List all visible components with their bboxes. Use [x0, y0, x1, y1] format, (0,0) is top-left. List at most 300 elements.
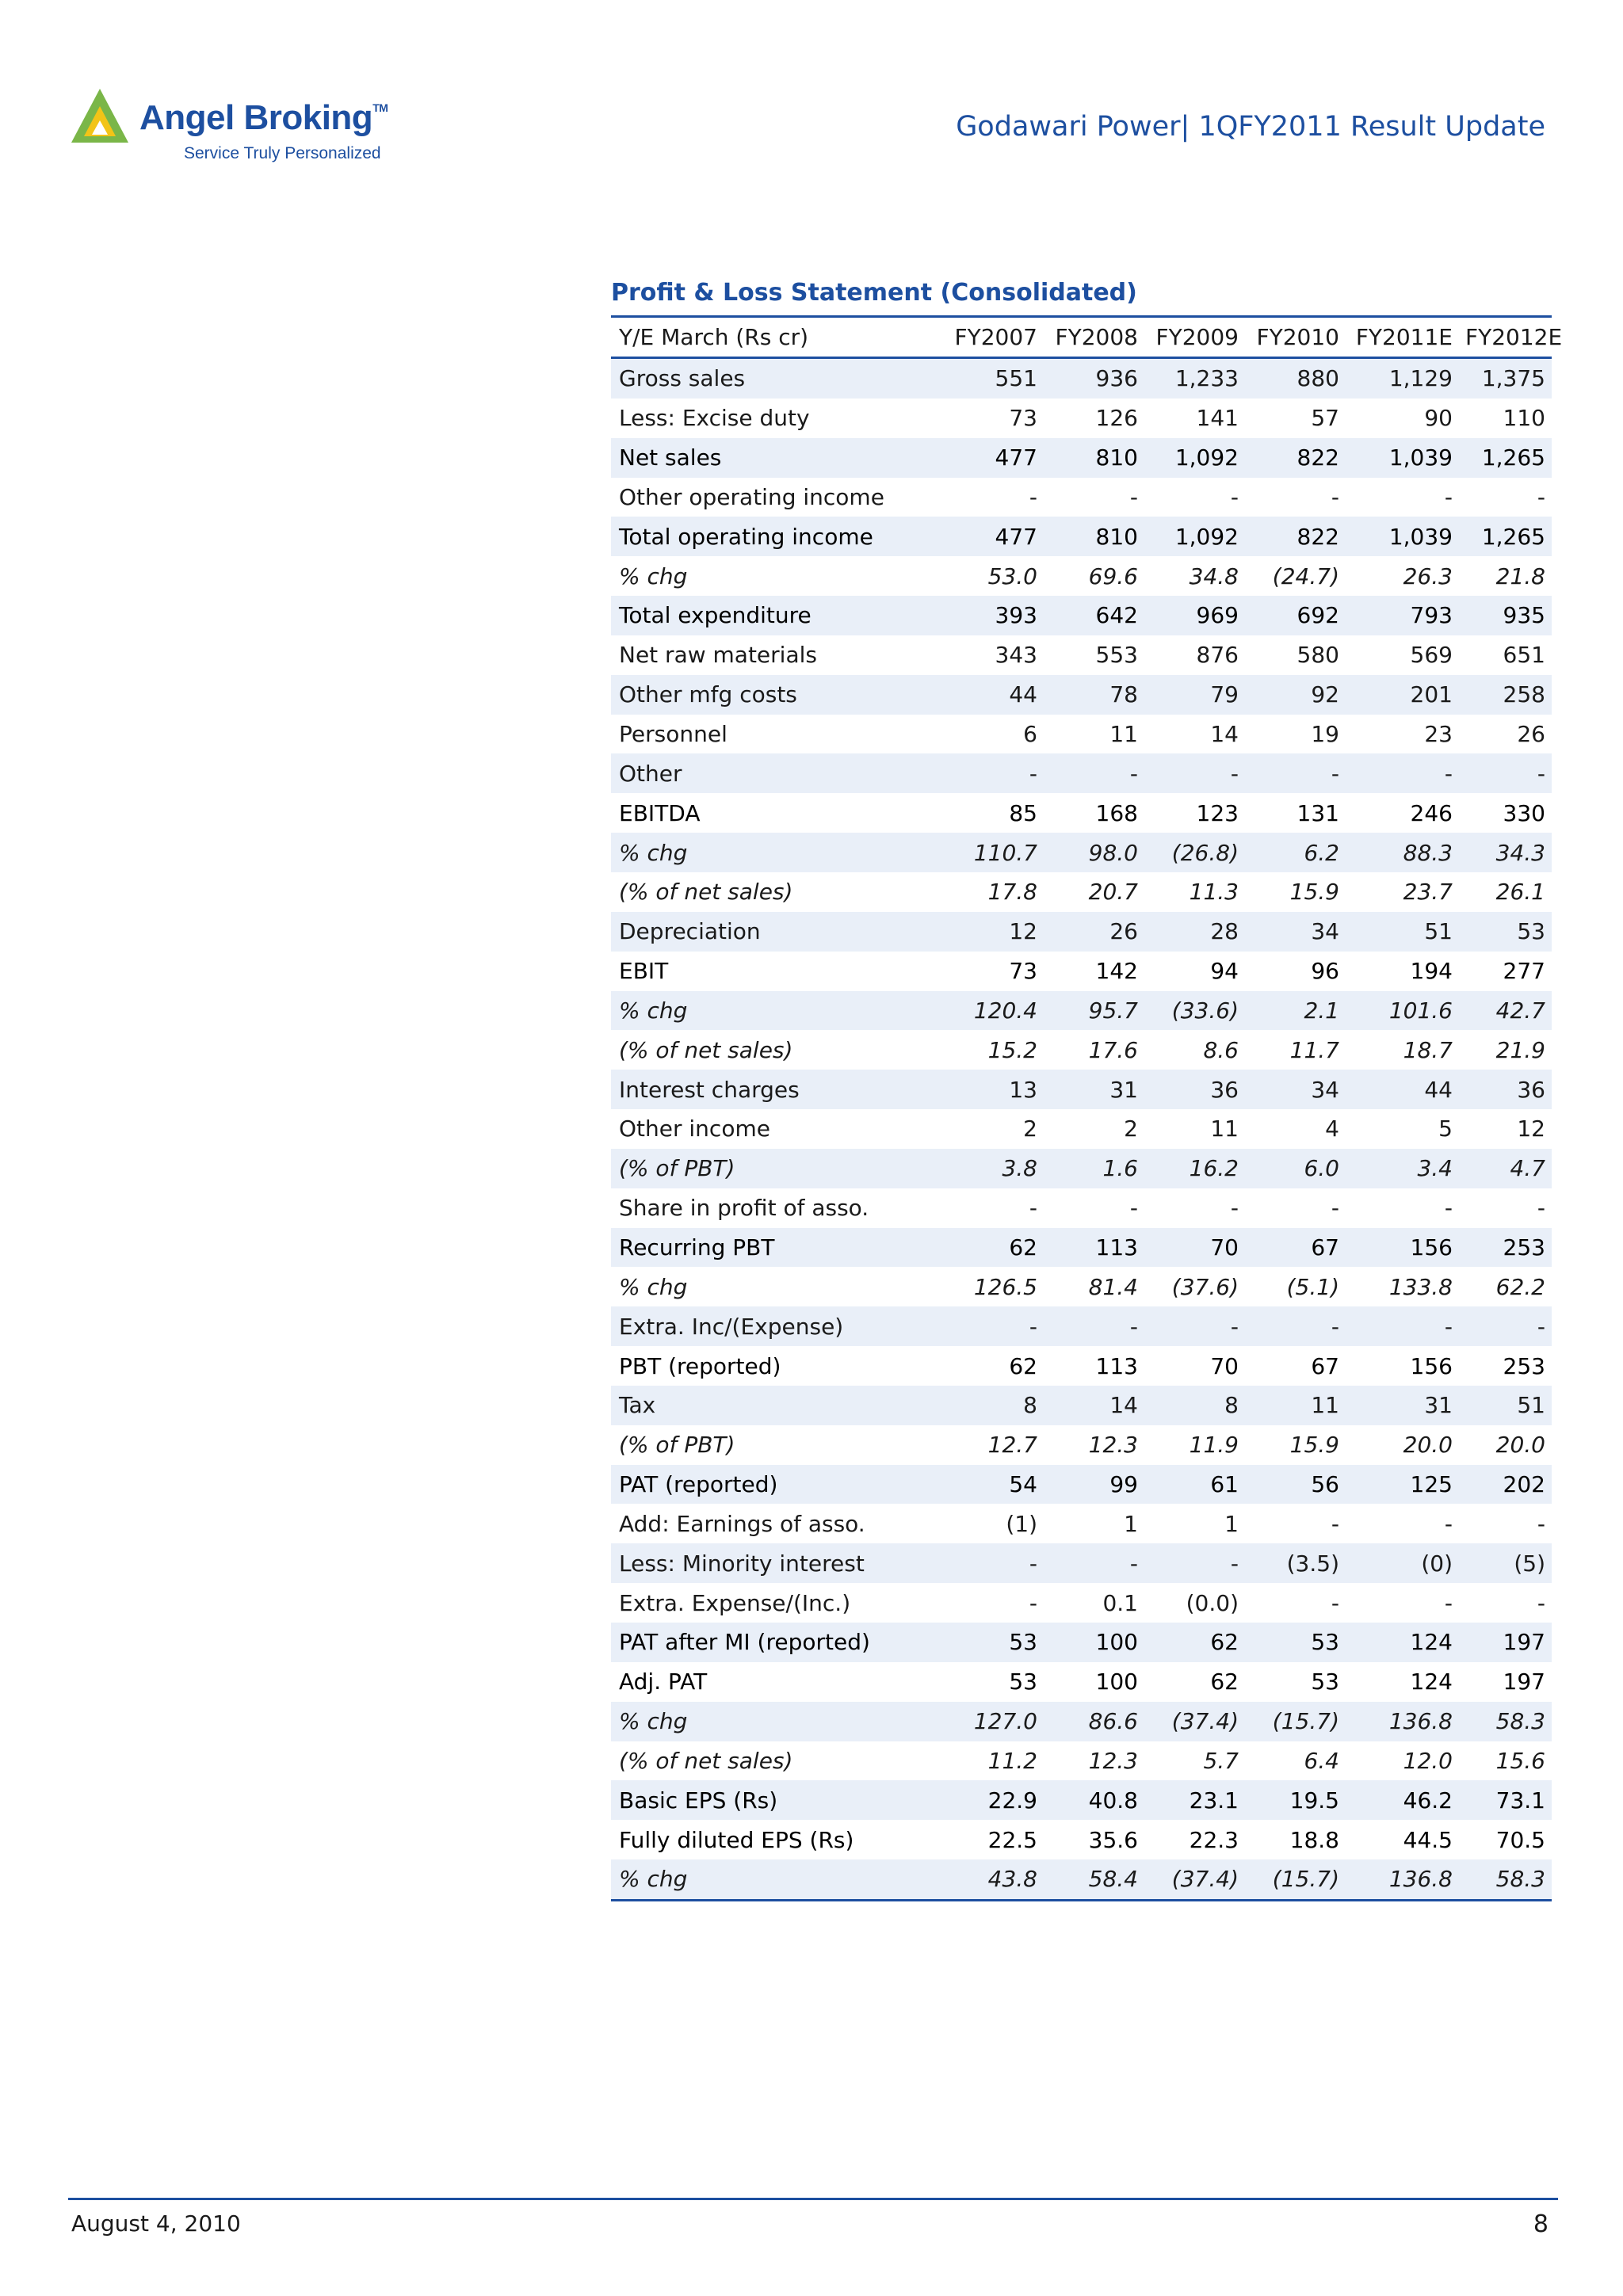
row-label: Total expenditure — [611, 596, 946, 635]
cell-value: 1,129 — [1346, 358, 1459, 399]
table-row — [611, 1504, 1552, 1543]
row-label: (% of net sales) — [611, 872, 946, 912]
cell-value: 6.4 — [1245, 1741, 1346, 1781]
cell-value: 26 — [1044, 912, 1144, 952]
cell-value: 12 — [1459, 1109, 1552, 1149]
row-label: EBITDA — [611, 793, 946, 833]
row-label: % chg — [611, 1267, 946, 1306]
row-label: Other mfg costs — [611, 675, 946, 715]
cell-value: 15.2 — [946, 1030, 1044, 1070]
cell-value: 822 — [1245, 517, 1346, 556]
cell-value: 0.1 — [1044, 1583, 1144, 1623]
cell-value: 194 — [1346, 952, 1459, 991]
cell-value: 6.0 — [1245, 1149, 1346, 1188]
cell-value: - — [1144, 1306, 1245, 1346]
cell-value: 120.4 — [946, 991, 1044, 1031]
cell-value: 15.9 — [1245, 1425, 1346, 1465]
cell-value: 2 — [1044, 1109, 1144, 1149]
cell-value: 62 — [946, 1346, 1044, 1386]
table-header-row — [611, 317, 1552, 358]
cell-value: - — [946, 1306, 1044, 1346]
cell-value: 477 — [946, 438, 1044, 478]
footer-divider — [68, 2198, 1558, 2200]
cell-value: 936 — [1044, 358, 1144, 399]
angel-broking-logo — [68, 82, 401, 177]
column-header-fy2011e: FY2011E — [1355, 324, 1453, 350]
table-row — [611, 438, 1552, 478]
column-header-fy2008: FY2008 — [1055, 324, 1138, 350]
column-header-fy2007: FY2007 — [954, 324, 1037, 350]
cell-value: 53 — [946, 1662, 1044, 1702]
cell-value: 46.2 — [1346, 1780, 1459, 1820]
cell-value: 23.7 — [1346, 872, 1459, 912]
cell-value: 131 — [1245, 793, 1346, 833]
cell-value: 11 — [1245, 1386, 1346, 1425]
cell-value: (15.7) — [1245, 1859, 1346, 1900]
cell-value: 569 — [1346, 635, 1459, 675]
cell-value: 44 — [1346, 1070, 1459, 1109]
cell-value: - — [1245, 478, 1346, 517]
table-row — [611, 872, 1552, 912]
cell-value: 330 — [1459, 793, 1552, 833]
cell-value: 14 — [1144, 715, 1245, 754]
table-row — [611, 1543, 1552, 1583]
cell-value: 126.5 — [946, 1267, 1044, 1306]
cell-value: - — [1245, 1306, 1346, 1346]
triangle-logo-icon — [68, 86, 132, 149]
table-row — [611, 1149, 1552, 1188]
cell-value: - — [1459, 1188, 1552, 1228]
page-number: 8 — [1533, 2210, 1549, 2238]
cell-value: (3.5) — [1245, 1543, 1346, 1583]
cell-value: (24.7) — [1245, 556, 1346, 596]
cell-value: 21.9 — [1459, 1030, 1552, 1070]
table-row — [611, 399, 1552, 438]
cell-value: 70 — [1144, 1228, 1245, 1268]
profit-loss-table — [611, 315, 1563, 1901]
cell-value: 98.0 — [1044, 833, 1144, 872]
cell-value: (33.6) — [1144, 991, 1245, 1031]
table-row — [611, 1702, 1552, 1741]
table-row — [611, 1623, 1552, 1662]
cell-value: 17.6 — [1044, 1030, 1144, 1070]
cell-value: (1) — [946, 1504, 1044, 1543]
cell-value: 822 — [1245, 438, 1346, 478]
cell-value: - — [1346, 753, 1459, 793]
cell-value: 70 — [1144, 1346, 1245, 1386]
row-label: Net sales — [611, 438, 946, 478]
cell-value: 1.6 — [1044, 1149, 1144, 1188]
cell-value: - — [946, 1543, 1044, 1583]
cell-value: 1,265 — [1459, 438, 1552, 478]
cell-value: 202 — [1459, 1465, 1552, 1505]
cell-value: (37.6) — [1144, 1267, 1245, 1306]
cell-value: 880 — [1245, 358, 1346, 399]
cell-value: 8 — [1144, 1386, 1245, 1425]
cell-value: 1,265 — [1459, 517, 1552, 556]
cell-value: 57 — [1245, 399, 1346, 438]
table-row — [611, 1228, 1552, 1268]
cell-value: 42.7 — [1459, 991, 1552, 1031]
cell-value: 53 — [1245, 1662, 1346, 1702]
cell-value: 8 — [946, 1386, 1044, 1425]
table-row — [611, 1386, 1552, 1425]
cell-value: 141 — [1144, 399, 1245, 438]
row-label: Depreciation — [611, 912, 946, 952]
cell-value: 11.7 — [1245, 1030, 1346, 1070]
cell-value: 277 — [1459, 952, 1552, 991]
cell-value: - — [1245, 1583, 1346, 1623]
cell-value: 53.0 — [946, 556, 1044, 596]
cell-value: 92 — [1245, 675, 1346, 715]
cell-value: - — [1346, 1188, 1459, 1228]
document-title: Godawari Power| 1QFY2011 Result Update — [956, 111, 1545, 143]
cell-value: 15.9 — [1245, 872, 1346, 912]
cell-value: 136.8 — [1346, 1702, 1459, 1741]
table-row — [611, 793, 1552, 833]
cell-value: 99 — [1044, 1465, 1144, 1505]
cell-value: 13 — [946, 1070, 1044, 1109]
cell-value: 20.7 — [1044, 872, 1144, 912]
cell-value: 258 — [1459, 675, 1552, 715]
cell-value: 26.3 — [1346, 556, 1459, 596]
cell-value: 124 — [1346, 1662, 1459, 1702]
cell-value: 1,039 — [1346, 517, 1459, 556]
table-row — [611, 517, 1552, 556]
cell-value: 28 — [1144, 912, 1245, 952]
cell-value: - — [946, 1583, 1044, 1623]
cell-value: 26.1 — [1459, 872, 1552, 912]
row-label: Add: Earnings of asso. — [611, 1504, 946, 1543]
cell-value: 34.3 — [1459, 833, 1552, 872]
cell-value: - — [1044, 1543, 1144, 1583]
cell-value: 1,233 — [1144, 358, 1245, 399]
cell-value: - — [1459, 1306, 1552, 1346]
table-row — [611, 833, 1552, 872]
cell-value: 19.5 — [1245, 1780, 1346, 1820]
cell-value: 343 — [946, 635, 1044, 675]
cell-value: 23.1 — [1144, 1780, 1245, 1820]
cell-value: 1,092 — [1144, 438, 1245, 478]
cell-value: 16.2 — [1144, 1149, 1245, 1188]
row-label: Interest charges — [611, 1070, 946, 1109]
cell-value: 793 — [1346, 596, 1459, 635]
table-row — [611, 1306, 1552, 1346]
table-row — [611, 1267, 1552, 1306]
row-label: (% of net sales) — [611, 1030, 946, 1070]
cell-value: 692 — [1245, 596, 1346, 635]
cell-value: 876 — [1144, 635, 1245, 675]
cell-value: - — [1459, 1583, 1552, 1623]
cell-value: 156 — [1346, 1346, 1459, 1386]
cell-value: 113 — [1044, 1346, 1144, 1386]
cell-value: 20.0 — [1346, 1425, 1459, 1465]
row-label: Fully diluted EPS (Rs) — [611, 1820, 946, 1859]
cell-value: 67 — [1245, 1346, 1346, 1386]
cell-value: 810 — [1044, 517, 1144, 556]
cell-value: 90 — [1346, 399, 1459, 438]
row-label: Basic EPS (Rs) — [611, 1780, 946, 1820]
cell-value: 12 — [946, 912, 1044, 952]
cell-value: 551 — [946, 358, 1044, 399]
row-label: Adj. PAT — [611, 1662, 946, 1702]
cell-value: 1,375 — [1459, 358, 1552, 399]
table-row — [611, 675, 1552, 715]
row-label: Gross sales — [611, 358, 946, 399]
row-label: % chg — [611, 833, 946, 872]
cell-value: 69.6 — [1044, 556, 1144, 596]
cell-value: - — [1044, 1188, 1144, 1228]
row-label: % chg — [611, 556, 946, 596]
cell-value: 53 — [946, 1623, 1044, 1662]
cell-value: 477 — [946, 517, 1044, 556]
cell-value: 78 — [1044, 675, 1144, 715]
cell-value: 553 — [1044, 635, 1144, 675]
cell-value: (37.4) — [1144, 1859, 1245, 1900]
cell-value: 127.0 — [946, 1702, 1044, 1741]
cell-value: 11 — [1144, 1109, 1245, 1149]
column-header-fy2010: FY2010 — [1256, 324, 1339, 350]
cell-value: 12.3 — [1044, 1425, 1144, 1465]
cell-value: - — [946, 478, 1044, 517]
row-label: Recurring PBT — [611, 1228, 946, 1268]
cell-value: 22.3 — [1144, 1820, 1245, 1859]
cell-value: 11.2 — [946, 1741, 1044, 1781]
cell-value: 642 — [1044, 596, 1144, 635]
cell-value: 100 — [1044, 1662, 1144, 1702]
cell-value: 53 — [1245, 1623, 1346, 1662]
cell-value: 56 — [1245, 1465, 1346, 1505]
cell-value: 651 — [1459, 635, 1552, 675]
cell-value: 22.5 — [946, 1820, 1044, 1859]
table-row — [611, 1741, 1552, 1781]
cell-value: 15.6 — [1459, 1741, 1552, 1781]
cell-value: 44.5 — [1346, 1820, 1459, 1859]
cell-value: 12.7 — [946, 1425, 1044, 1465]
table-row — [611, 358, 1552, 399]
table-row — [611, 1859, 1552, 1900]
cell-value: 142 — [1044, 952, 1144, 991]
table-row — [611, 715, 1552, 754]
cell-value: 253 — [1459, 1228, 1552, 1268]
table-row — [611, 952, 1552, 991]
cell-value: - — [1144, 478, 1245, 517]
table-row — [611, 912, 1552, 952]
cell-value: 1 — [1144, 1504, 1245, 1543]
cell-value: 18.8 — [1245, 1820, 1346, 1859]
cell-value: 44 — [946, 675, 1044, 715]
cell-value: 124 — [1346, 1623, 1459, 1662]
cell-value: 96 — [1245, 952, 1346, 991]
brand-name: Angel Broking™ — [139, 98, 388, 137]
cell-value: 100 — [1044, 1623, 1144, 1662]
row-label: PBT (reported) — [611, 1346, 946, 1386]
cell-value: 61 — [1144, 1465, 1245, 1505]
cell-value: 31 — [1346, 1386, 1459, 1425]
cell-value: 21.8 — [1459, 556, 1552, 596]
cell-value: 34 — [1245, 912, 1346, 952]
cell-value: 81.4 — [1044, 1267, 1144, 1306]
cell-value: 1 — [1044, 1504, 1144, 1543]
cell-value: 246 — [1346, 793, 1459, 833]
cell-value: 156 — [1346, 1228, 1459, 1268]
cell-value: 12.0 — [1346, 1741, 1459, 1781]
cell-value: 19 — [1245, 715, 1346, 754]
cell-value: 197 — [1459, 1623, 1552, 1662]
table-row — [611, 1188, 1552, 1228]
cell-value: 36 — [1459, 1070, 1552, 1109]
cell-value: - — [1144, 753, 1245, 793]
cell-value: (15.7) — [1245, 1702, 1346, 1741]
cell-value: 88.3 — [1346, 833, 1459, 872]
cell-value: 3.4 — [1346, 1149, 1459, 1188]
row-label: % chg — [611, 1859, 946, 1900]
cell-value: 54 — [946, 1465, 1044, 1505]
cell-value: 969 — [1144, 596, 1245, 635]
cell-value: (5) — [1459, 1543, 1552, 1583]
cell-value: 4 — [1245, 1109, 1346, 1149]
cell-value: - — [1144, 1188, 1245, 1228]
table-row — [611, 753, 1552, 793]
row-label: (% of PBT) — [611, 1425, 946, 1465]
cell-value: (0.0) — [1144, 1583, 1245, 1623]
cell-value: - — [1044, 753, 1144, 793]
cell-value: 810 — [1044, 438, 1144, 478]
row-label: EBIT — [611, 952, 946, 991]
table-row — [611, 1346, 1552, 1386]
cell-value: 6.2 — [1245, 833, 1346, 872]
row-label: % chg — [611, 991, 946, 1031]
cell-value: 31 — [1044, 1070, 1144, 1109]
row-label: Extra. Inc/(Expense) — [611, 1306, 946, 1346]
row-label: (% of net sales) — [611, 1741, 946, 1781]
row-label: Tax — [611, 1386, 946, 1425]
cell-value: 2.1 — [1245, 991, 1346, 1031]
column-header-fy2009: FY2009 — [1155, 324, 1239, 350]
cell-value: 53 — [1459, 912, 1552, 952]
cell-value: 133.8 — [1346, 1267, 1459, 1306]
table-row — [611, 1780, 1552, 1820]
cell-value: 70.5 — [1459, 1820, 1552, 1859]
cell-value: 110 — [1459, 399, 1552, 438]
cell-value: (26.8) — [1144, 833, 1245, 872]
table-row — [611, 1662, 1552, 1702]
cell-value: 51 — [1459, 1386, 1552, 1425]
cell-value: 5.7 — [1144, 1741, 1245, 1781]
cell-value: 58.3 — [1459, 1859, 1552, 1900]
cell-value: 12.3 — [1044, 1741, 1144, 1781]
cell-value: 94 — [1144, 952, 1245, 991]
cell-value: 8.6 — [1144, 1030, 1245, 1070]
footer-date: August 4, 2010 — [71, 2210, 241, 2237]
section-title: Profit & Loss Statement (Consolidated) — [611, 279, 1137, 307]
table-row — [611, 556, 1552, 596]
table-row — [611, 991, 1552, 1031]
cell-value: 4.7 — [1459, 1149, 1552, 1188]
cell-value: 393 — [946, 596, 1044, 635]
table-row — [611, 1425, 1552, 1465]
cell-value: - — [946, 753, 1044, 793]
table-row — [611, 1820, 1552, 1859]
cell-value: - — [1346, 1583, 1459, 1623]
cell-value: 3.8 — [946, 1149, 1044, 1188]
cell-value: - — [1245, 1188, 1346, 1228]
row-label: Other operating income — [611, 478, 946, 517]
cell-value: 201 — [1346, 675, 1459, 715]
brand-tagline: Service Truly Personalized — [184, 144, 381, 162]
row-label: Less: Minority interest — [611, 1543, 946, 1583]
cell-value: 6 — [946, 715, 1044, 754]
cell-value: - — [1459, 753, 1552, 793]
column-header-label: Y/E March (Rs cr) — [619, 324, 809, 350]
cell-value: 35.6 — [1044, 1820, 1144, 1859]
cell-value: 62 — [1144, 1623, 1245, 1662]
cell-value: 40.8 — [1044, 1780, 1144, 1820]
table-row — [611, 1583, 1552, 1623]
cell-value: 125 — [1346, 1465, 1459, 1505]
cell-value: 20.0 — [1459, 1425, 1552, 1465]
cell-value: 14 — [1044, 1386, 1144, 1425]
row-label: PAT after MI (reported) — [611, 1623, 946, 1662]
cell-value: - — [1459, 1504, 1552, 1543]
cell-value: 22.9 — [946, 1780, 1044, 1820]
cell-value: 253 — [1459, 1346, 1552, 1386]
cell-value: 36 — [1144, 1070, 1245, 1109]
cell-value: 580 — [1245, 635, 1346, 675]
cell-value: 85 — [946, 793, 1044, 833]
table-row — [611, 1070, 1552, 1109]
cell-value: 62 — [1144, 1662, 1245, 1702]
cell-value: 2 — [946, 1109, 1044, 1149]
cell-value: 51 — [1346, 912, 1459, 952]
cell-value: 34.8 — [1144, 556, 1245, 596]
cell-value: - — [1346, 478, 1459, 517]
row-label: Other — [611, 753, 946, 793]
cell-value: - — [1245, 1504, 1346, 1543]
cell-value: 197 — [1459, 1662, 1552, 1702]
column-header-fy2012e: FY2012E — [1465, 324, 1563, 350]
cell-value: 168 — [1044, 793, 1144, 833]
cell-value: - — [1346, 1306, 1459, 1346]
cell-value: - — [1245, 753, 1346, 793]
cell-value: 113 — [1044, 1228, 1144, 1268]
cell-value: 86.6 — [1044, 1702, 1144, 1741]
cell-value: - — [1346, 1504, 1459, 1543]
cell-value: 67 — [1245, 1228, 1346, 1268]
cell-value: 34 — [1245, 1070, 1346, 1109]
cell-value: 73 — [946, 399, 1044, 438]
cell-value: (0) — [1346, 1543, 1459, 1583]
cell-value: - — [1044, 478, 1144, 517]
cell-value: 11.9 — [1144, 1425, 1245, 1465]
row-label: Net raw materials — [611, 635, 946, 675]
row-label: Share in profit of asso. — [611, 1188, 946, 1228]
cell-value: 110.7 — [946, 833, 1044, 872]
table-row — [611, 596, 1552, 635]
table-row — [611, 478, 1552, 517]
cell-value: 935 — [1459, 596, 1552, 635]
cell-value: 1,039 — [1346, 438, 1459, 478]
cell-value: 101.6 — [1346, 991, 1459, 1031]
cell-value: 126 — [1044, 399, 1144, 438]
cell-value: 5 — [1346, 1109, 1459, 1149]
cell-value: - — [1144, 1543, 1245, 1583]
table-row — [611, 1030, 1552, 1070]
row-label: PAT (reported) — [611, 1465, 946, 1505]
cell-value: 62 — [946, 1228, 1044, 1268]
cell-value: 23 — [1346, 715, 1459, 754]
table-body — [611, 358, 1552, 1901]
